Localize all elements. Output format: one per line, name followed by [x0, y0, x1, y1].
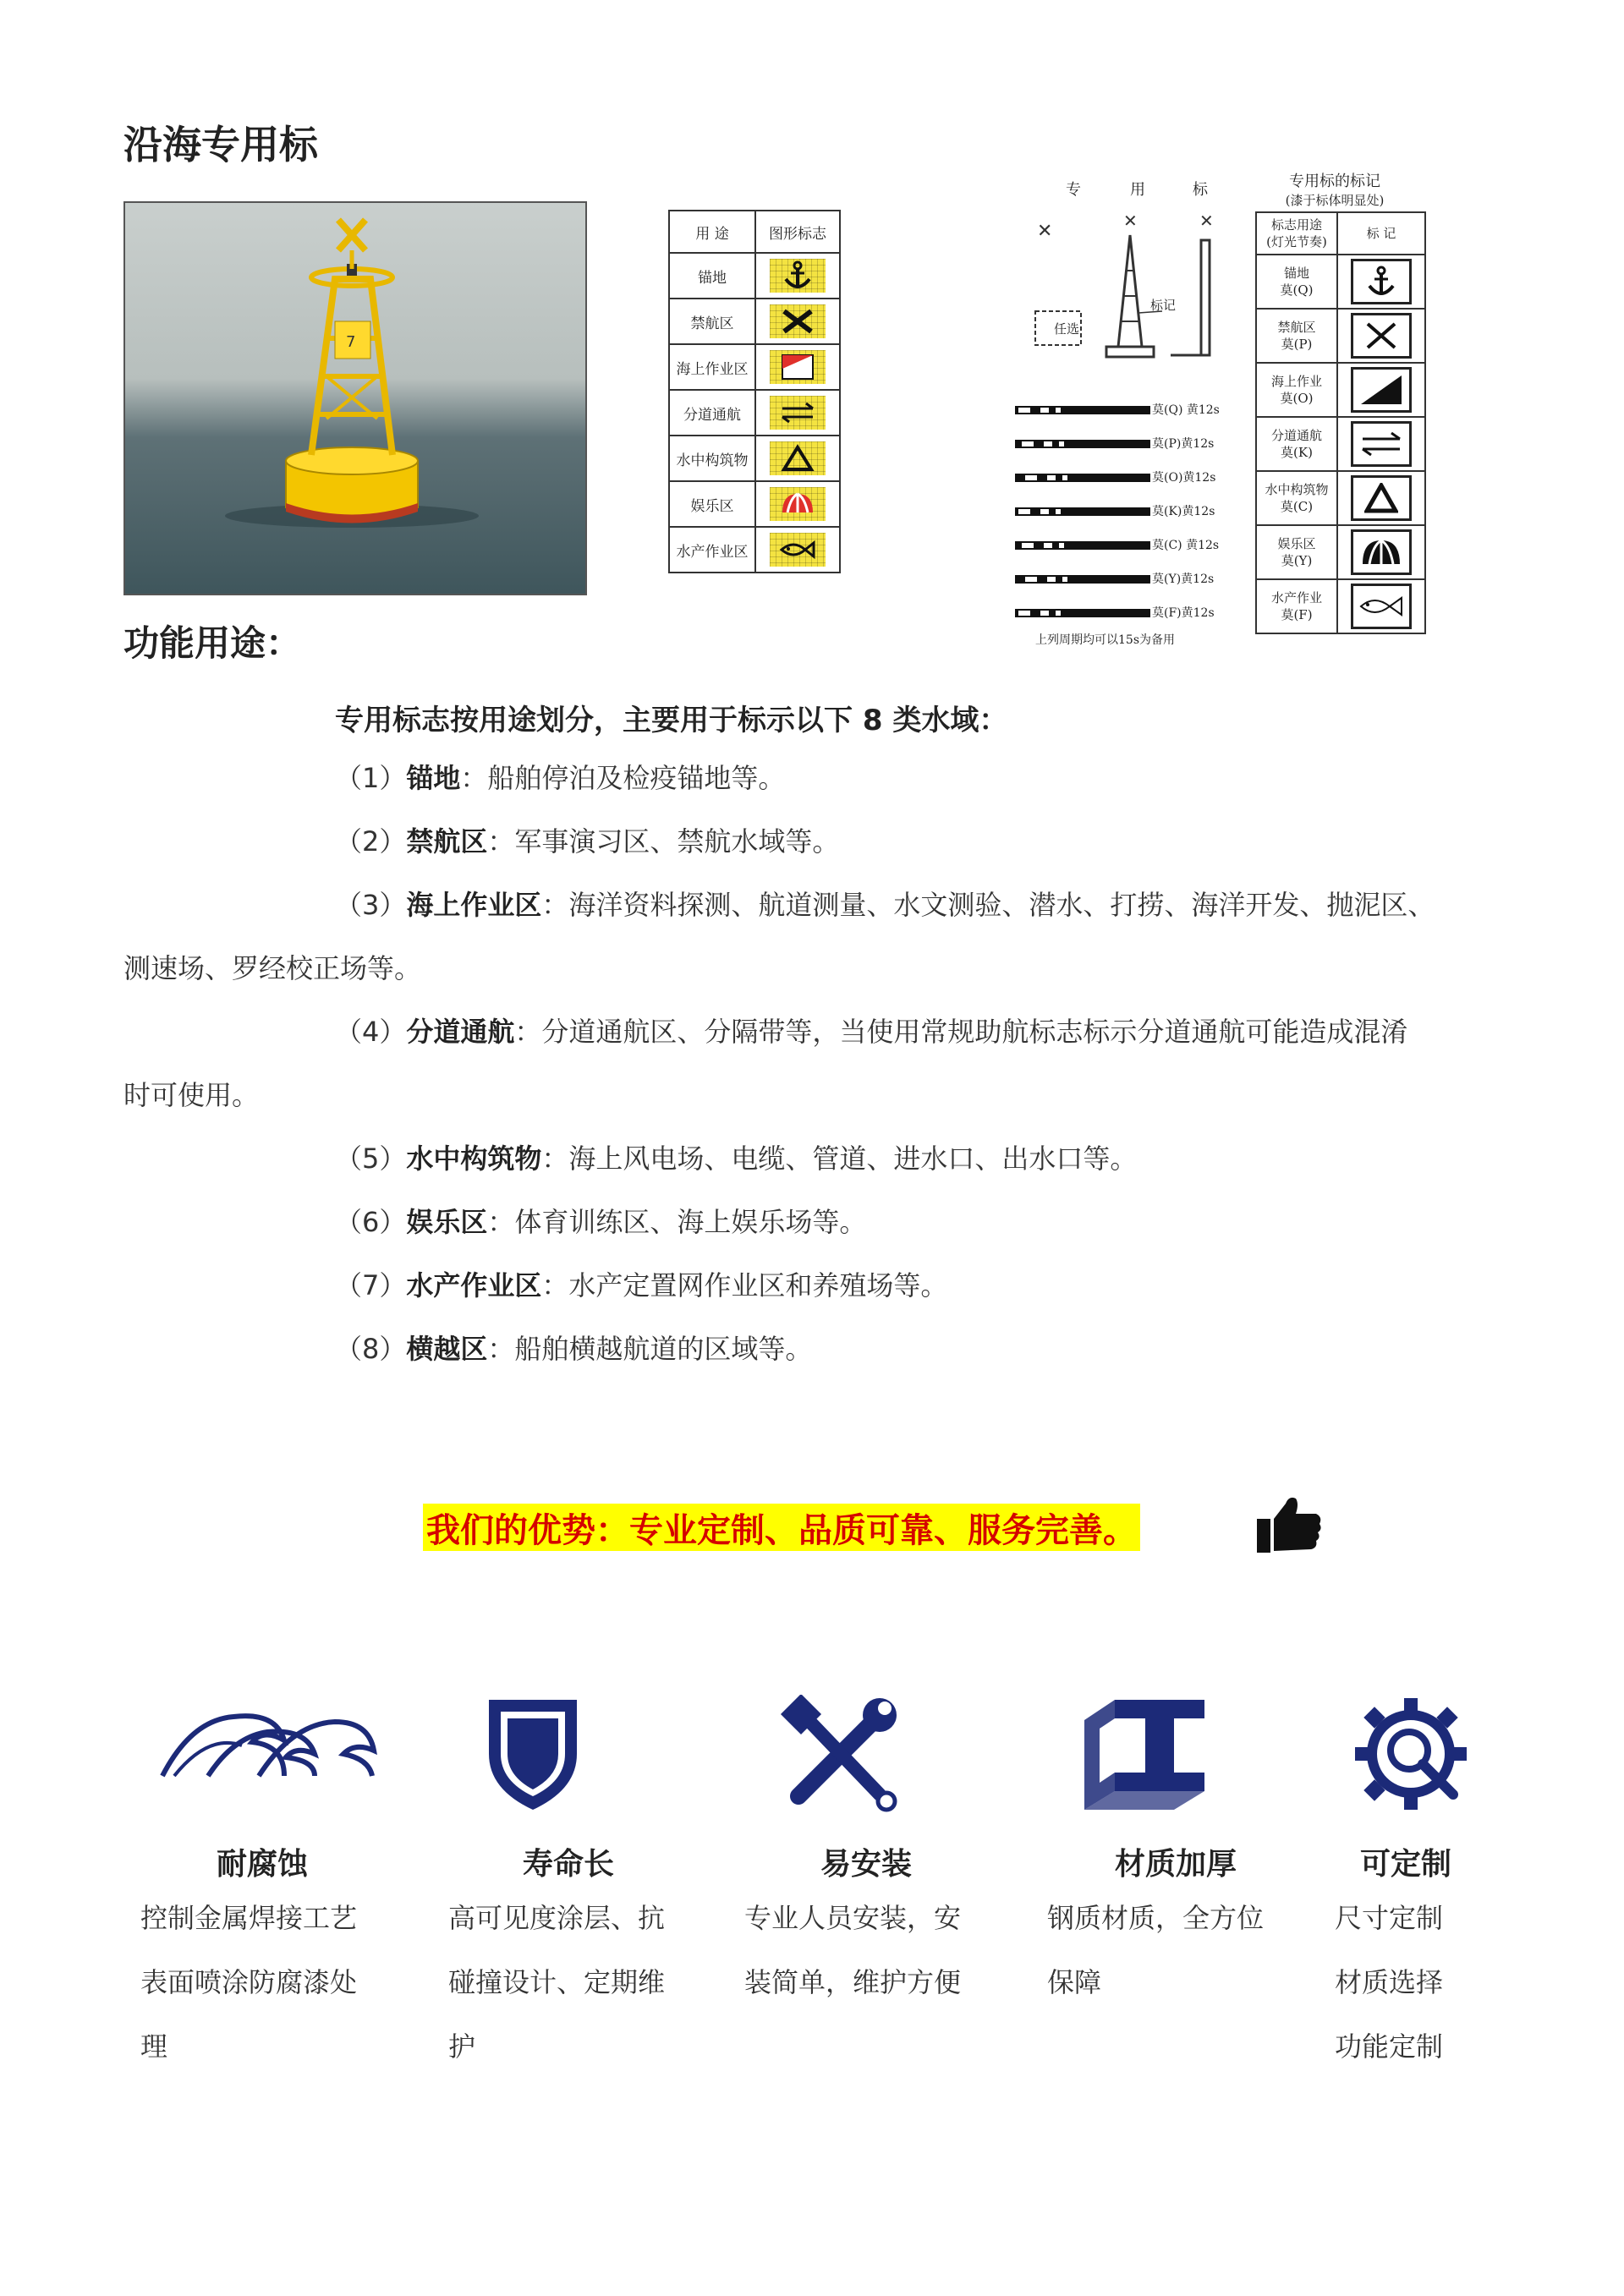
marks-table	[1255, 211, 1426, 634]
svg-text:✕: ✕	[1037, 221, 1053, 242]
usage-item-number: （7）	[335, 1269, 407, 1301]
light-rhythm-label: 莫(Q) 黄12s	[1152, 403, 1220, 417]
usage-item-term: 海上作业区	[406, 889, 542, 921]
feature-description	[1047, 1886, 1264, 2014]
triangle-icon	[1351, 475, 1412, 521]
light-rhythm-label: 莫(C) 黄12s	[1152, 539, 1220, 552]
light-rhythm-row	[1015, 567, 1252, 592]
feature-description	[1335, 1886, 1443, 2079]
usage-item-number: （3）	[335, 889, 407, 921]
light-rhythm-label: 莫(K)黄12s	[1152, 505, 1215, 518]
feature-description-line: 护	[448, 2030, 476, 2063]
usage-item-term: 分道通航	[406, 1016, 515, 1048]
x-cross-icon	[770, 304, 826, 338]
marks-table-header: 标 记	[1337, 212, 1425, 255]
light-rhythm-bar	[1015, 573, 1150, 585]
feature-title: 寿命长	[523, 1847, 615, 1882]
usage-item-desc: ：海上风电场、电缆、管道、进水口、出水口等。	[541, 1143, 1138, 1175]
diagram-footnote: 上列周期均可以15s为备用	[1035, 633, 1175, 647]
light-rhythm-row	[1015, 499, 1252, 524]
feature-description-line: 理	[140, 2030, 168, 2063]
marks-row-label: 水中构筑物 莫(C)	[1256, 471, 1337, 525]
feature-description-line: 控制金属焊接工艺	[140, 1902, 358, 1934]
flag-triangle-icon	[770, 350, 826, 384]
marks-table-heading	[1252, 169, 1418, 209]
marks-table-subtitle: (漆于标体明显处)	[1285, 193, 1385, 208]
symbol-row-label: 锚地	[669, 253, 755, 299]
usage-item-continuation: 时可使用。	[123, 1079, 260, 1111]
feature-title: 耐腐蚀	[217, 1847, 309, 1882]
usage-item-desc: ：船舶横越航道的区域等。	[487, 1333, 813, 1365]
umbrella-icon	[1351, 529, 1412, 575]
marks-table-header: 标志用途 (灯光节奏)	[1256, 212, 1337, 255]
anchor-icon	[770, 259, 826, 293]
usage-item-number: （6）	[335, 1206, 407, 1238]
usage-item-desc: ：海洋资料探测、航道测量、水文测验、潜水、打捞、海洋开发、抛泥区、	[541, 889, 1435, 921]
custom-gear-icon	[1352, 1695, 1470, 1817]
light-rhythm-row	[1015, 397, 1252, 423]
marks-row-label: 水产作业 莫(F)	[1256, 579, 1337, 633]
feature-description-line: 专业人员安装，安	[744, 1902, 962, 1934]
usage-item-desc: ：体育训练区、海上娱乐场等。	[487, 1206, 867, 1238]
light-rhythm-bar	[1015, 540, 1150, 551]
usage-item-number: （2）	[335, 825, 407, 858]
feature-description-line: 尺寸定制	[1335, 1902, 1444, 1934]
advantage-banner	[423, 1504, 1140, 1551]
umbrella-icon	[770, 487, 826, 521]
buoy-illustration	[125, 203, 585, 594]
feature-title: 易安装	[820, 1847, 913, 1882]
marks-row-label: 娱乐区 莫(Y)	[1256, 525, 1337, 579]
waves-icon	[157, 1695, 377, 1783]
feature-description-line: 保障	[1047, 1966, 1102, 1998]
light-rhythm-bar	[1015, 404, 1150, 416]
fish-icon	[770, 533, 826, 567]
shield-icon	[482, 1695, 584, 1817]
symbol-row-label: 娱乐区	[669, 481, 755, 527]
marks-row-label: 锚地 莫(Q)	[1256, 255, 1337, 309]
feature-title: 材质加厚	[1115, 1847, 1237, 1882]
marks-table-title: 专用标的标记	[1289, 173, 1380, 190]
light-rhythm-row	[1015, 533, 1252, 558]
diagram-label: 专	[1066, 181, 1081, 199]
light-rhythm-bar	[1015, 438, 1150, 450]
diagram-label: 用	[1130, 181, 1145, 199]
symbol-table-header-usage: 用 途	[669, 211, 755, 253]
feature-description-line: 功能定制	[1335, 2030, 1444, 2063]
anchor-icon	[1351, 259, 1412, 304]
usage-item-continuation: 测速场、罗经校正场等。	[123, 952, 422, 984]
marks-row-label: 分道通航 莫(K)	[1256, 417, 1337, 471]
feature-description-line: 钢质材质，全方位	[1047, 1902, 1265, 1934]
light-rhythm-row	[1015, 465, 1252, 490]
light-rhythm-bar	[1015, 472, 1150, 484]
usage-item-term: 横越区	[406, 1333, 488, 1365]
light-rhythm-row	[1015, 600, 1252, 626]
feature-description	[140, 1886, 357, 2079]
section-title: 功能用途：	[123, 622, 302, 664]
usage-item-term: 水产作业区	[406, 1269, 542, 1301]
symbol-row-label: 海上作业区	[669, 344, 755, 390]
feature-description-line: 表面喷涂防腐漆处	[140, 1966, 358, 1998]
usage-item-desc: ：分道通航区、分隔带等，当使用常规助航标志标示分道通航可能造成混淆	[514, 1016, 1408, 1048]
usage-item-number: （8）	[335, 1333, 407, 1365]
feature-description	[448, 1886, 665, 2079]
usage-item	[123, 1205, 1544, 1239]
advantage-text: 我们的优势：专业定制、品质可靠、服务完善。	[426, 1510, 1137, 1550]
buoy-photo	[123, 201, 587, 595]
feature-description-line: 装简单，维护方便	[744, 1966, 962, 1998]
symbol-row-label: 水产作业区	[669, 527, 755, 573]
x-cross-icon	[1351, 313, 1412, 359]
feature-description-line: 碰撞设计、定期维	[448, 1966, 666, 1998]
usage-item	[123, 761, 1544, 795]
symbol-table-header-icon: 图形标志	[755, 211, 840, 253]
fish-icon	[1351, 584, 1412, 629]
usage-item-term: 水中构筑物	[406, 1143, 542, 1175]
steel-beam-icon	[1081, 1695, 1208, 1817]
usage-item-term: 禁航区	[406, 825, 488, 858]
optional-label: 任选	[1054, 321, 1080, 337]
usage-item-number: （1）	[335, 762, 407, 794]
usage-item-term: 锚地	[406, 762, 461, 794]
buoy-shapes-icon	[1012, 211, 1248, 364]
thumbs-up-icon	[1255, 1493, 1323, 1554]
mark-label: 标记	[1150, 298, 1177, 313]
light-rhythm-label: 莫(P)黄12s	[1152, 437, 1215, 451]
usage-item	[123, 1142, 1544, 1175]
feature-description-line: 高可见度涂层、抗	[448, 1902, 666, 1934]
marks-row-label: 禁航区 莫(P)	[1256, 309, 1337, 363]
triangle-icon	[770, 441, 826, 475]
usage-item-number: （4）	[335, 1016, 407, 1048]
intro-text: 专用标志按用途划分，主要用于标示以下 8 类水域：	[335, 704, 1008, 737]
opposite-arrows-icon	[1351, 421, 1412, 467]
usage-item-desc: ：军事演习区、禁航水域等。	[487, 825, 840, 858]
half-triangle-icon	[1351, 367, 1412, 413]
usage-item-number: （5）	[335, 1143, 407, 1175]
diagram-label: 标	[1193, 181, 1208, 199]
usage-item-term: 娱乐区	[406, 1206, 488, 1238]
tools-icon	[778, 1695, 905, 1817]
symbol-table	[668, 210, 841, 573]
usage-item-desc: ：水产定置网作业区和养殖场等。	[541, 1269, 948, 1301]
light-rhythm-bar	[1015, 607, 1150, 619]
usage-item-desc: ：船舶停泊及检疫锚地等。	[460, 762, 786, 794]
svg-text:✕: ✕	[1123, 211, 1138, 231]
usage-item	[123, 888, 1544, 985]
symbol-row-label: 禁航区	[669, 299, 755, 344]
light-rhythm-row	[1015, 431, 1252, 457]
feature-description	[744, 1886, 961, 2014]
buoy-number: 7	[346, 333, 356, 351]
symbol-row-label: 水中构筑物	[669, 436, 755, 481]
symbol-row-label: 分道通航	[669, 390, 755, 436]
light-rhythm-label: 莫(F)黄12s	[1152, 606, 1215, 620]
light-rhythm-bar	[1015, 506, 1150, 518]
usage-item	[123, 1269, 1544, 1302]
svg-text:✕: ✕	[1199, 211, 1214, 231]
light-rhythm-label: 莫(O)黄12s	[1152, 471, 1216, 485]
usage-item	[123, 825, 1544, 858]
usage-item	[123, 1015, 1544, 1112]
opposite-arrows-icon	[770, 396, 826, 430]
page-title: 沿海专用标	[123, 122, 318, 167]
feature-title: 可定制	[1360, 1847, 1452, 1882]
marks-row-label: 海上作业 莫(O)	[1256, 363, 1337, 417]
usage-item	[123, 1332, 1544, 1366]
light-rhythm-diagram	[1012, 169, 1248, 647]
feature-description-line: 材质选择	[1335, 1966, 1444, 1998]
light-rhythm-label: 莫(Y)黄12s	[1152, 573, 1215, 586]
